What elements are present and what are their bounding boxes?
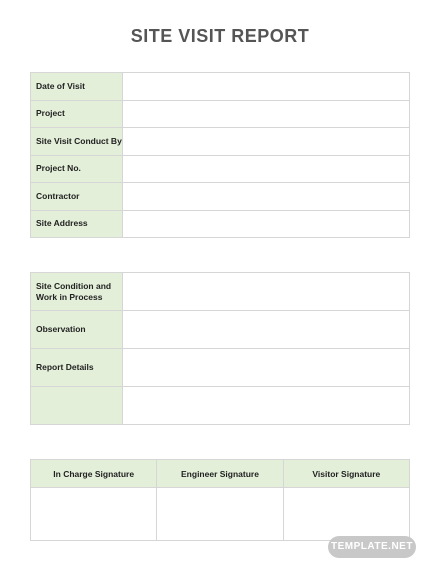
table-row xyxy=(31,128,410,156)
project-label: Project xyxy=(31,100,123,128)
conducted-by-field[interactable] xyxy=(123,128,410,156)
signature-header-row xyxy=(31,460,410,488)
conducted-by-label: Site Visit Conduct By xyxy=(31,128,123,156)
date-of-visit-label: Date of Visit xyxy=(31,73,123,101)
table-row xyxy=(31,273,410,311)
table-row xyxy=(31,311,410,349)
table-row xyxy=(31,349,410,387)
project-no-field[interactable] xyxy=(123,155,410,183)
visitor-signature-header: Visitor Signature xyxy=(283,460,409,488)
table-row xyxy=(31,210,410,238)
site-condition-field[interactable] xyxy=(123,273,410,311)
table-row xyxy=(31,73,410,101)
table-row xyxy=(31,183,410,211)
visitor-signature-field[interactable] xyxy=(283,488,409,541)
observation-label: Observation xyxy=(31,311,123,349)
engineer-signature-header: Engineer Signature xyxy=(157,460,283,488)
observation-field[interactable] xyxy=(123,311,410,349)
site-condition-label: Site Condition and Work in Process xyxy=(31,273,123,311)
blank-label xyxy=(31,387,123,425)
table-row xyxy=(31,155,410,183)
date-of-visit-field[interactable] xyxy=(123,73,410,101)
table-row xyxy=(31,100,410,128)
project-field[interactable] xyxy=(123,100,410,128)
page-title: SITE VISIT REPORT xyxy=(130,26,310,46)
contractor-field[interactable] xyxy=(123,183,410,211)
table-row xyxy=(31,387,410,425)
site-address-label: Site Address xyxy=(31,210,123,238)
report-details-field[interactable] xyxy=(123,349,410,387)
report-details-label: Report Details xyxy=(31,349,123,387)
site-address-field[interactable] xyxy=(123,210,410,238)
in-charge-signature-header: In Charge Signature xyxy=(31,460,157,488)
engineer-signature-field[interactable] xyxy=(157,488,283,541)
in-charge-signature-field[interactable] xyxy=(31,488,157,541)
visit-info-table xyxy=(30,72,410,238)
signature-table xyxy=(30,459,410,541)
signature-row xyxy=(31,488,410,541)
project-no-label: Project No. xyxy=(31,155,123,183)
contractor-label: Contractor xyxy=(31,183,123,211)
observation-table xyxy=(30,272,410,425)
blank-field[interactable] xyxy=(123,387,410,425)
template-watermark: TEMPLATE.NET xyxy=(328,536,416,558)
